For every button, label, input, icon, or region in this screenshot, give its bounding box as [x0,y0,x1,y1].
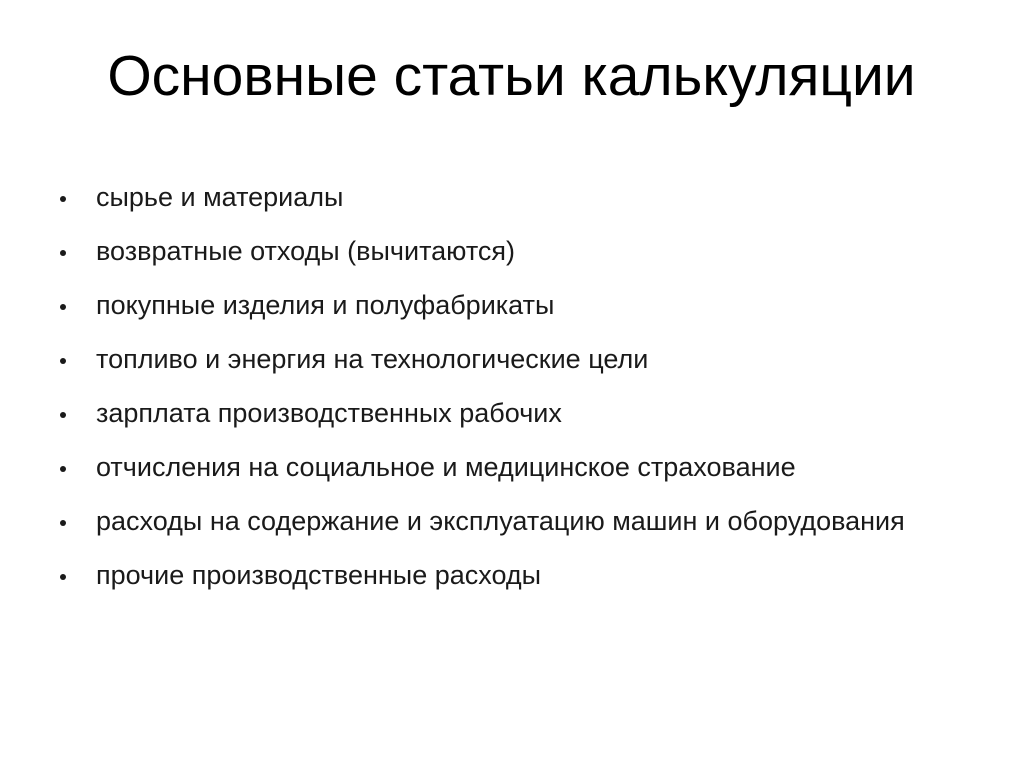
list-item-text: покупные изделия и полуфабрикаты [96,290,555,320]
list-item-text: топливо и энергия на технологические цели [96,344,649,374]
bullet-dot-icon [60,412,66,418]
list-item-text: прочие производственные расходы [96,560,542,590]
list-item [60,235,960,267]
list-item [60,559,960,591]
list-item [60,289,960,321]
bullet-dot-icon [60,520,66,526]
list-item [60,451,960,483]
slide-title: Основные статьи калькуляции [107,44,916,108]
list-item-text: сырье и материалы [96,182,344,212]
list-item [60,343,960,375]
list-item-text: отчисления на социальное и медицинское страхование [96,452,796,482]
list-item [60,181,960,213]
bullet-dot-icon [60,574,66,580]
bullet-dot-icon [60,358,66,364]
list-item-text: расходы на содержание и эксплуатацию машин и оборудования [96,506,905,536]
bullet-dot-icon [60,304,66,310]
bullet-dot-icon [60,466,66,472]
list-item [60,505,960,537]
list-item-text: зарплата производственных рабочих [96,398,562,428]
bullet-list [60,181,960,613]
list-item [60,397,960,429]
list-item-text: возвратные отходы (вычитаются) [96,236,515,266]
bullet-dot-icon [60,196,66,202]
bullet-dot-icon [60,250,66,256]
